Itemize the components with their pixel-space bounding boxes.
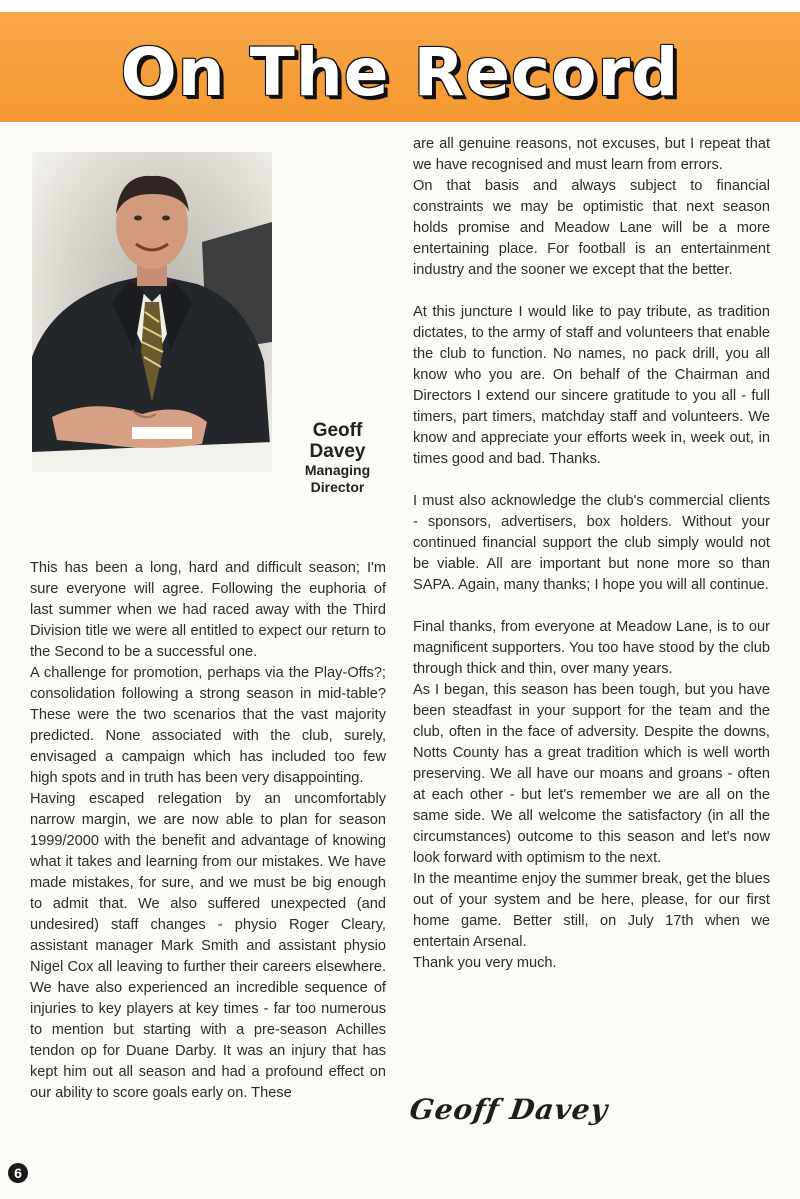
article-paragraph: I must also acknowledge the club's commercial clients - sponsors, advertisers, box holders. Without your continued financial support the club simply would not be viable. All are important but none more so than SAPA. Again, many thanks; I hope you will all continue. [413, 493, 770, 593]
article-column-left [30, 558, 386, 1104]
caption-last-name: Davey [309, 441, 366, 462]
portrait-photo-icon [32, 152, 272, 472]
article-paragraph: As I began, this season has been tough, but you have been steadfast in your support for the team and the club, often in the face of adversity. Despite the downs, Notts County has a great tradition which is well worth preserving. We all have our moans and groans - often at each other - but let's remember we are all on the same side. We all welcome the satisfactory (in all the circumstances) outcome to this season and let's now look forward with optimism to the next. [413, 682, 770, 866]
article-paragraph: Having escaped relegation by an uncomfortably narrow margin, we are now able to plan for season 1999/2000 with the benefit and advantage of knowing what it takes and learning from our mistakes. We have made mistakes, for sure, and we must be big enough to admit that. We also suffered unexpected (and undesired) staff changes - physio Roger Cleary, assistant manager Mark Smith and assistant physio Nigel Cox all leaving to further their careers elsewhere. We have also experienced an incredible sequence of injuries to key players at key times - far too numerous to mention but starting with a pre-season Achilles tendon op for Duane Darby. It was an injury that has kept him out all season and had a profound effect on our ability to score goals early on. These [30, 791, 386, 1101]
caption-first-name: Geoff [312, 420, 363, 441]
signature: Geoff Davey [407, 1093, 611, 1126]
caption-role-line-1: Managing [304, 462, 371, 478]
portrait-photo [32, 152, 272, 472]
article-paragraph: On that basis and always subject to financial constraints we may be optimistic that next season holds promise and Meadow Lane will be a more entertaining place. For football is an entertainment industry and the sooner we except that the better. [413, 178, 770, 278]
page-top-edge [0, 0, 800, 12]
article-paragraph: At this juncture I would like to pay tribute, as tradition dictates, to the army of staff and volunteers that enable the club to function. No names, no pack drill, you all know who you are. On behalf of the Chairman and Directors I extend our sincere gratitude to you all - full timers, part timers, matchday staff and volunteers. We know and appreciate your efforts week in, week out, in times good and bad. Thanks. [413, 304, 770, 467]
article-paragraph: In the meantime enjoy the summer break, get the blues out of your system and be here, please, for our first home game. Better still, on July 17th when we entertain Arsenal. [413, 871, 770, 950]
article-paragraph: A challenge for promotion, perhaps via the Play-Offs?; consolidation following a strong season in mid-table? These were the two scenarios that the vast majority predicted. None associated with the club, surely, envisaged a campaign which has included too few high spots and in truth has been very disappointing. [30, 665, 386, 786]
page-number: 6 [8, 1163, 28, 1183]
article-paragraph: are all genuine reasons, not excuses, but I repeat that we have recognised and must learn from errors. [413, 136, 770, 173]
article-paragraph: This has been a long, hard and difficult season; I'm sure everyone will agree. Following the euphoria of last summer when we had raced away with the Third Division title we were all entitled to expect our return to the Second to be a successful one. [30, 560, 386, 660]
article-column-right [413, 134, 770, 974]
article-paragraph: Final thanks, from everyone at Meadow Lane, is to our magnificent supporters. You too have stood by the club through thick and thin, over many years. [413, 619, 770, 677]
caption-role-line-2: Director [310, 479, 365, 495]
page-title: On The Record [120, 34, 680, 111]
article-paragraph: Thank you very much. [413, 955, 557, 971]
photo-caption [290, 420, 385, 496]
header-banner [0, 12, 800, 122]
